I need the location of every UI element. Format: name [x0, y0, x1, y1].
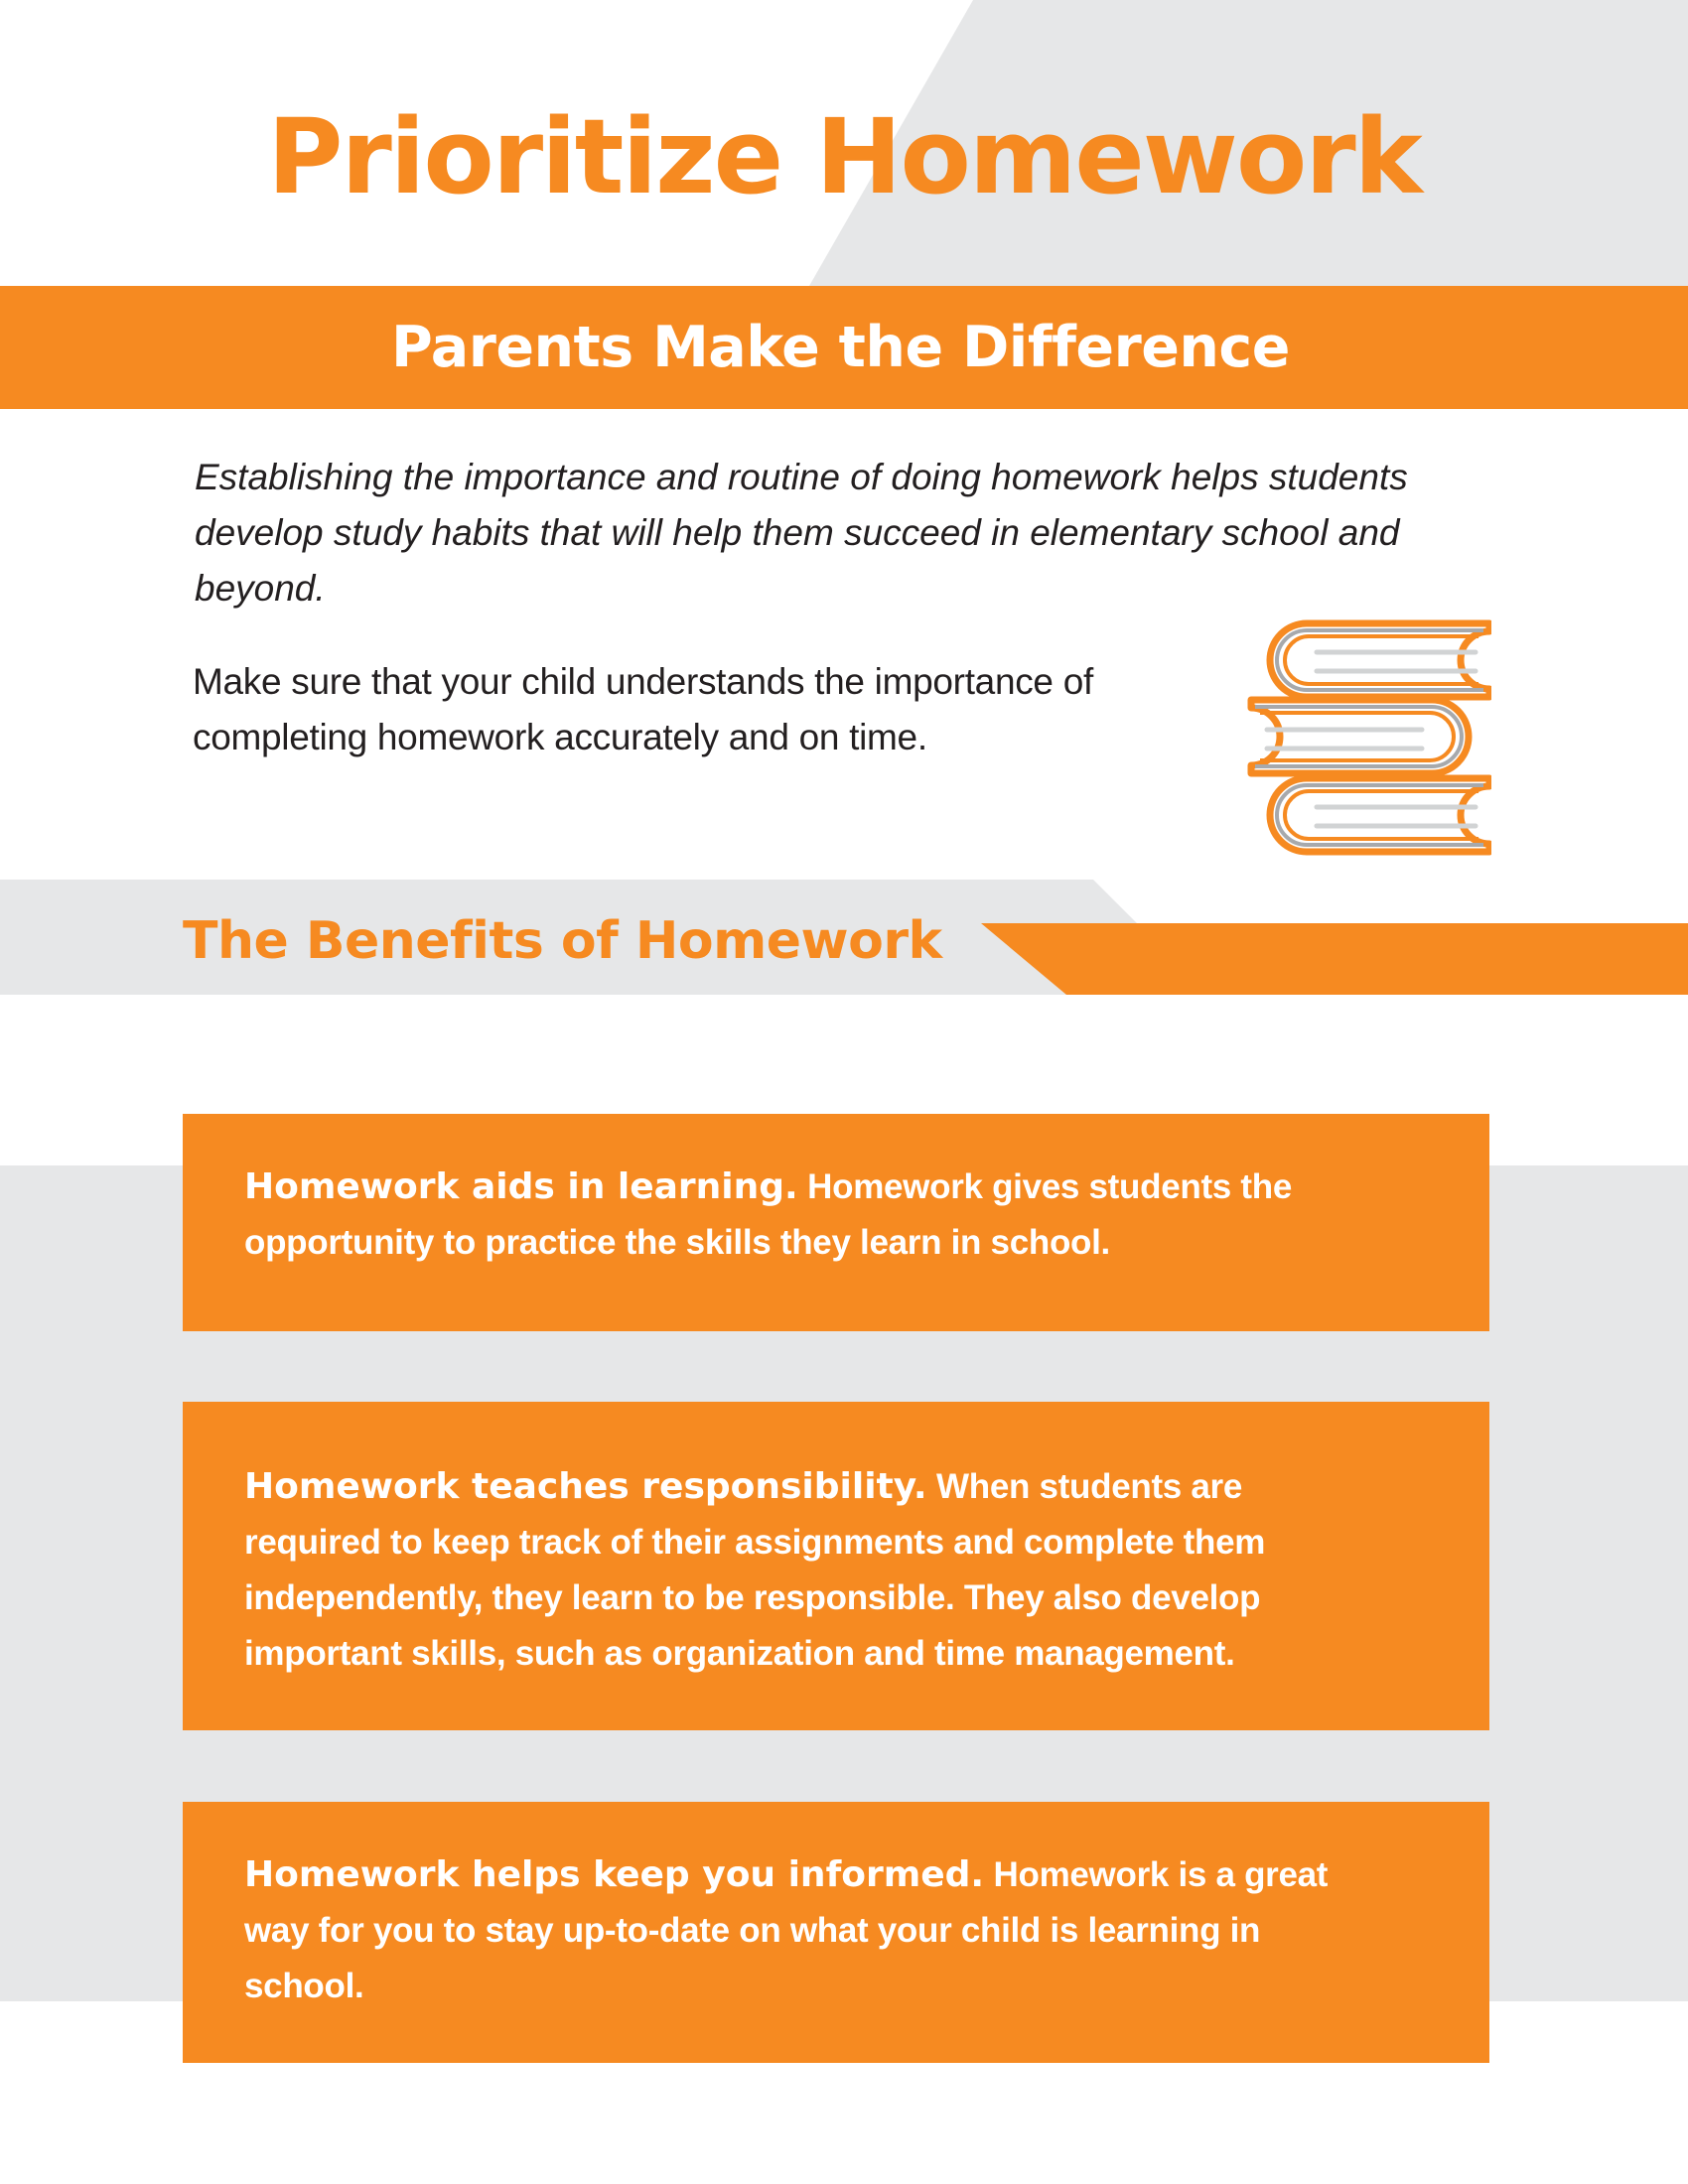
benefit-card-body: When students are	[926, 1467, 1243, 1506]
benefits-section-title: The Benefits of Homework	[183, 911, 942, 971]
subtitle: Parents Make the Difference	[391, 315, 1290, 380]
intro-line: develop study habits that will help them succeed in elementary school and	[195, 512, 1400, 553]
intro-line: Establishing the importance and routine of doing homework helps students	[195, 457, 1408, 497]
subtitle-banner	[0, 286, 1688, 409]
benefit-card-lead: Homework helps keep you informed.	[244, 1854, 985, 1895]
benefit-card-text	[244, 1847, 1450, 2014]
benefit-card-body: opportunity to practice the skills they learn in school.	[244, 1223, 1110, 1262]
benefit-card-body: Homework is a great	[984, 1855, 1329, 1894]
benefit-card-body: required to keep track of their assignments and complete them	[244, 1523, 1266, 1562]
benefit-card-informed	[183, 1802, 1489, 2063]
instruction-line: Make sure that your child understands the importance of	[193, 661, 1093, 702]
benefit-card-learning	[183, 1114, 1489, 1331]
benefit-card-body: important skills, such as organization and time management.	[244, 1634, 1235, 1673]
book-top-icon	[1270, 623, 1489, 697]
intro-paragraph	[195, 450, 1505, 616]
instruction-line: completing homework accurately and on time.	[193, 717, 927, 757]
benefit-card-text	[244, 1160, 1450, 1271]
benefit-card-body: school.	[244, 1967, 364, 2005]
instruction-paragraph	[193, 654, 1245, 765]
book-middle-icon	[1251, 700, 1469, 773]
benefit-card-responsibility	[183, 1402, 1489, 1730]
benefit-card-text	[244, 1459, 1450, 1682]
page-title: Prioritize Homework	[267, 96, 1421, 217]
benefit-card-body: independently, they learn to be responsible. They also develop	[244, 1578, 1261, 1617]
benefit-card-body: Homework gives students the	[797, 1167, 1292, 1206]
intro-line: beyond.	[195, 568, 326, 609]
book-bottom-icon	[1270, 778, 1489, 852]
stack-of-books-icon	[1247, 617, 1491, 860]
benefit-card-lead: Homework aids in learning.	[244, 1166, 798, 1207]
benefit-card-lead: Homework teaches responsibility.	[244, 1466, 927, 1507]
benefit-card-body: way for you to stay up-to-date on what your child is learning in	[244, 1911, 1261, 1950]
